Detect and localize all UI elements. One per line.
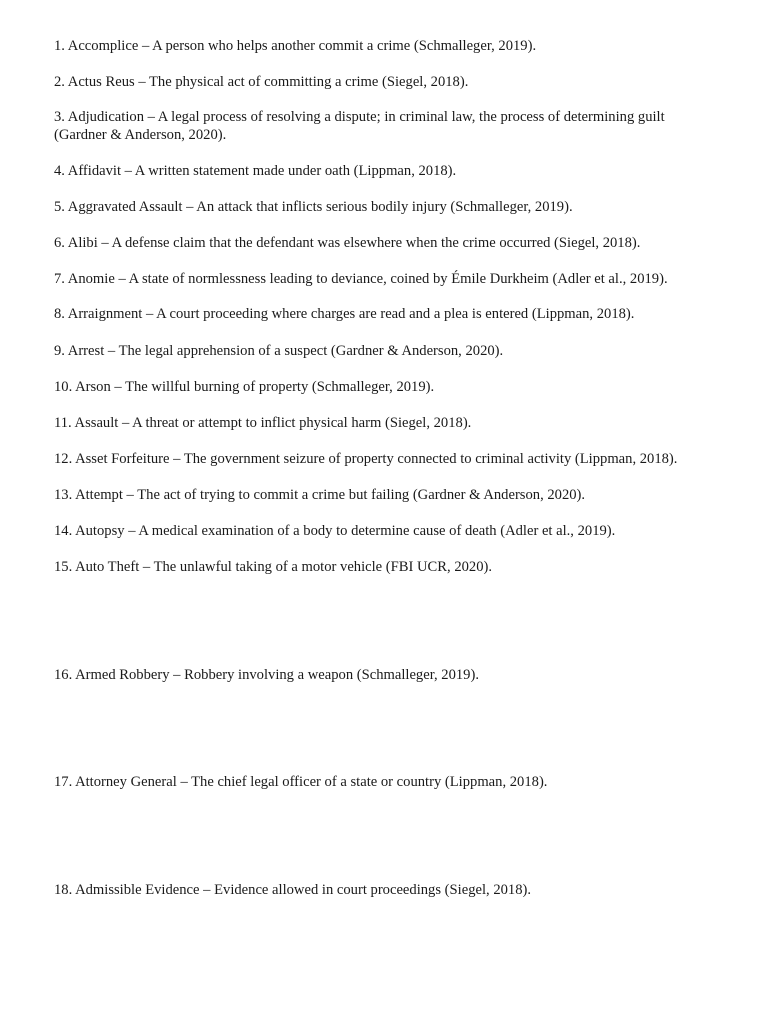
- entry-asset-forfeiture: 12. Asset Forfeiture – The government seizure of property connected to criminal activity (Lippman, 2018).: [54, 451, 678, 467]
- entry-attempt: 13. Attempt – The act of trying to commit a crime but failing (Gardner & Anderson, 2020).: [54, 487, 586, 503]
- entry-attorney-general: 17. Attorney General – The chief legal officer of a state or country (Lippman, 2018).: [54, 774, 548, 790]
- entry-actus-reus: 2. Actus Reus – The physical act of committing a crime (Siegel, 2018).: [54, 74, 469, 90]
- entry-adjudication: 3. Adjudication – A legal process of resolving a dispute; in criminal law, the process of determining guilt (Gardner & Anderson, 2020).: [54, 109, 665, 143]
- entry-aggravated-assault: 5. Aggravated Assault – An attack that inflicts serious bodily injury (Schmalleger, 2019).: [54, 199, 573, 215]
- entry-accomplice: 1. Accomplice – A person who helps another commit a crime (Schmalleger, 2019).: [54, 38, 537, 54]
- entry-armed-robbery: 16. Armed Robbery – Robbery involving a weapon (Schmalleger, 2019).: [54, 667, 479, 683]
- entry-arraignment: 8. Arraignment – A court proceeding where charges are read and a plea is entered (Lippman, 2018).: [54, 306, 635, 322]
- entry-affidavit: 4. Affidavit – A written statement made under oath (Lippman, 2018).: [54, 163, 457, 179]
- entry-alibi: 6. Alibi – A defense claim that the defendant was elsewhere when the crime occurred (Siegel, 2018).: [54, 235, 641, 251]
- entry-arrest: 9. Arrest – The legal apprehension of a suspect (Gardner & Anderson, 2020).: [54, 343, 504, 359]
- entry-auto-theft: 15. Auto Theft – The unlawful taking of a motor vehicle (FBI UCR, 2020).: [54, 559, 493, 575]
- entry-arson: 10. Arson – The willful burning of property (Schmalleger, 2019).: [54, 379, 435, 395]
- entry-autopsy: 14. Autopsy – A medical examination of a body to determine cause of death (Adler et al., 2019).: [54, 523, 616, 539]
- entry-admissible-evidence: 18. Admissible Evidence – Evidence allowed in court proceedings (Siegel, 2018).: [54, 882, 532, 898]
- entry-anomie: 7. Anomie – A state of normlessness leading to deviance, coined by Émile Durkheim (Adler et al., 2019).: [54, 271, 668, 287]
- entry-assault: 11. Assault – A threat or attempt to inflict physical harm (Siegel, 2018).: [54, 415, 472, 431]
